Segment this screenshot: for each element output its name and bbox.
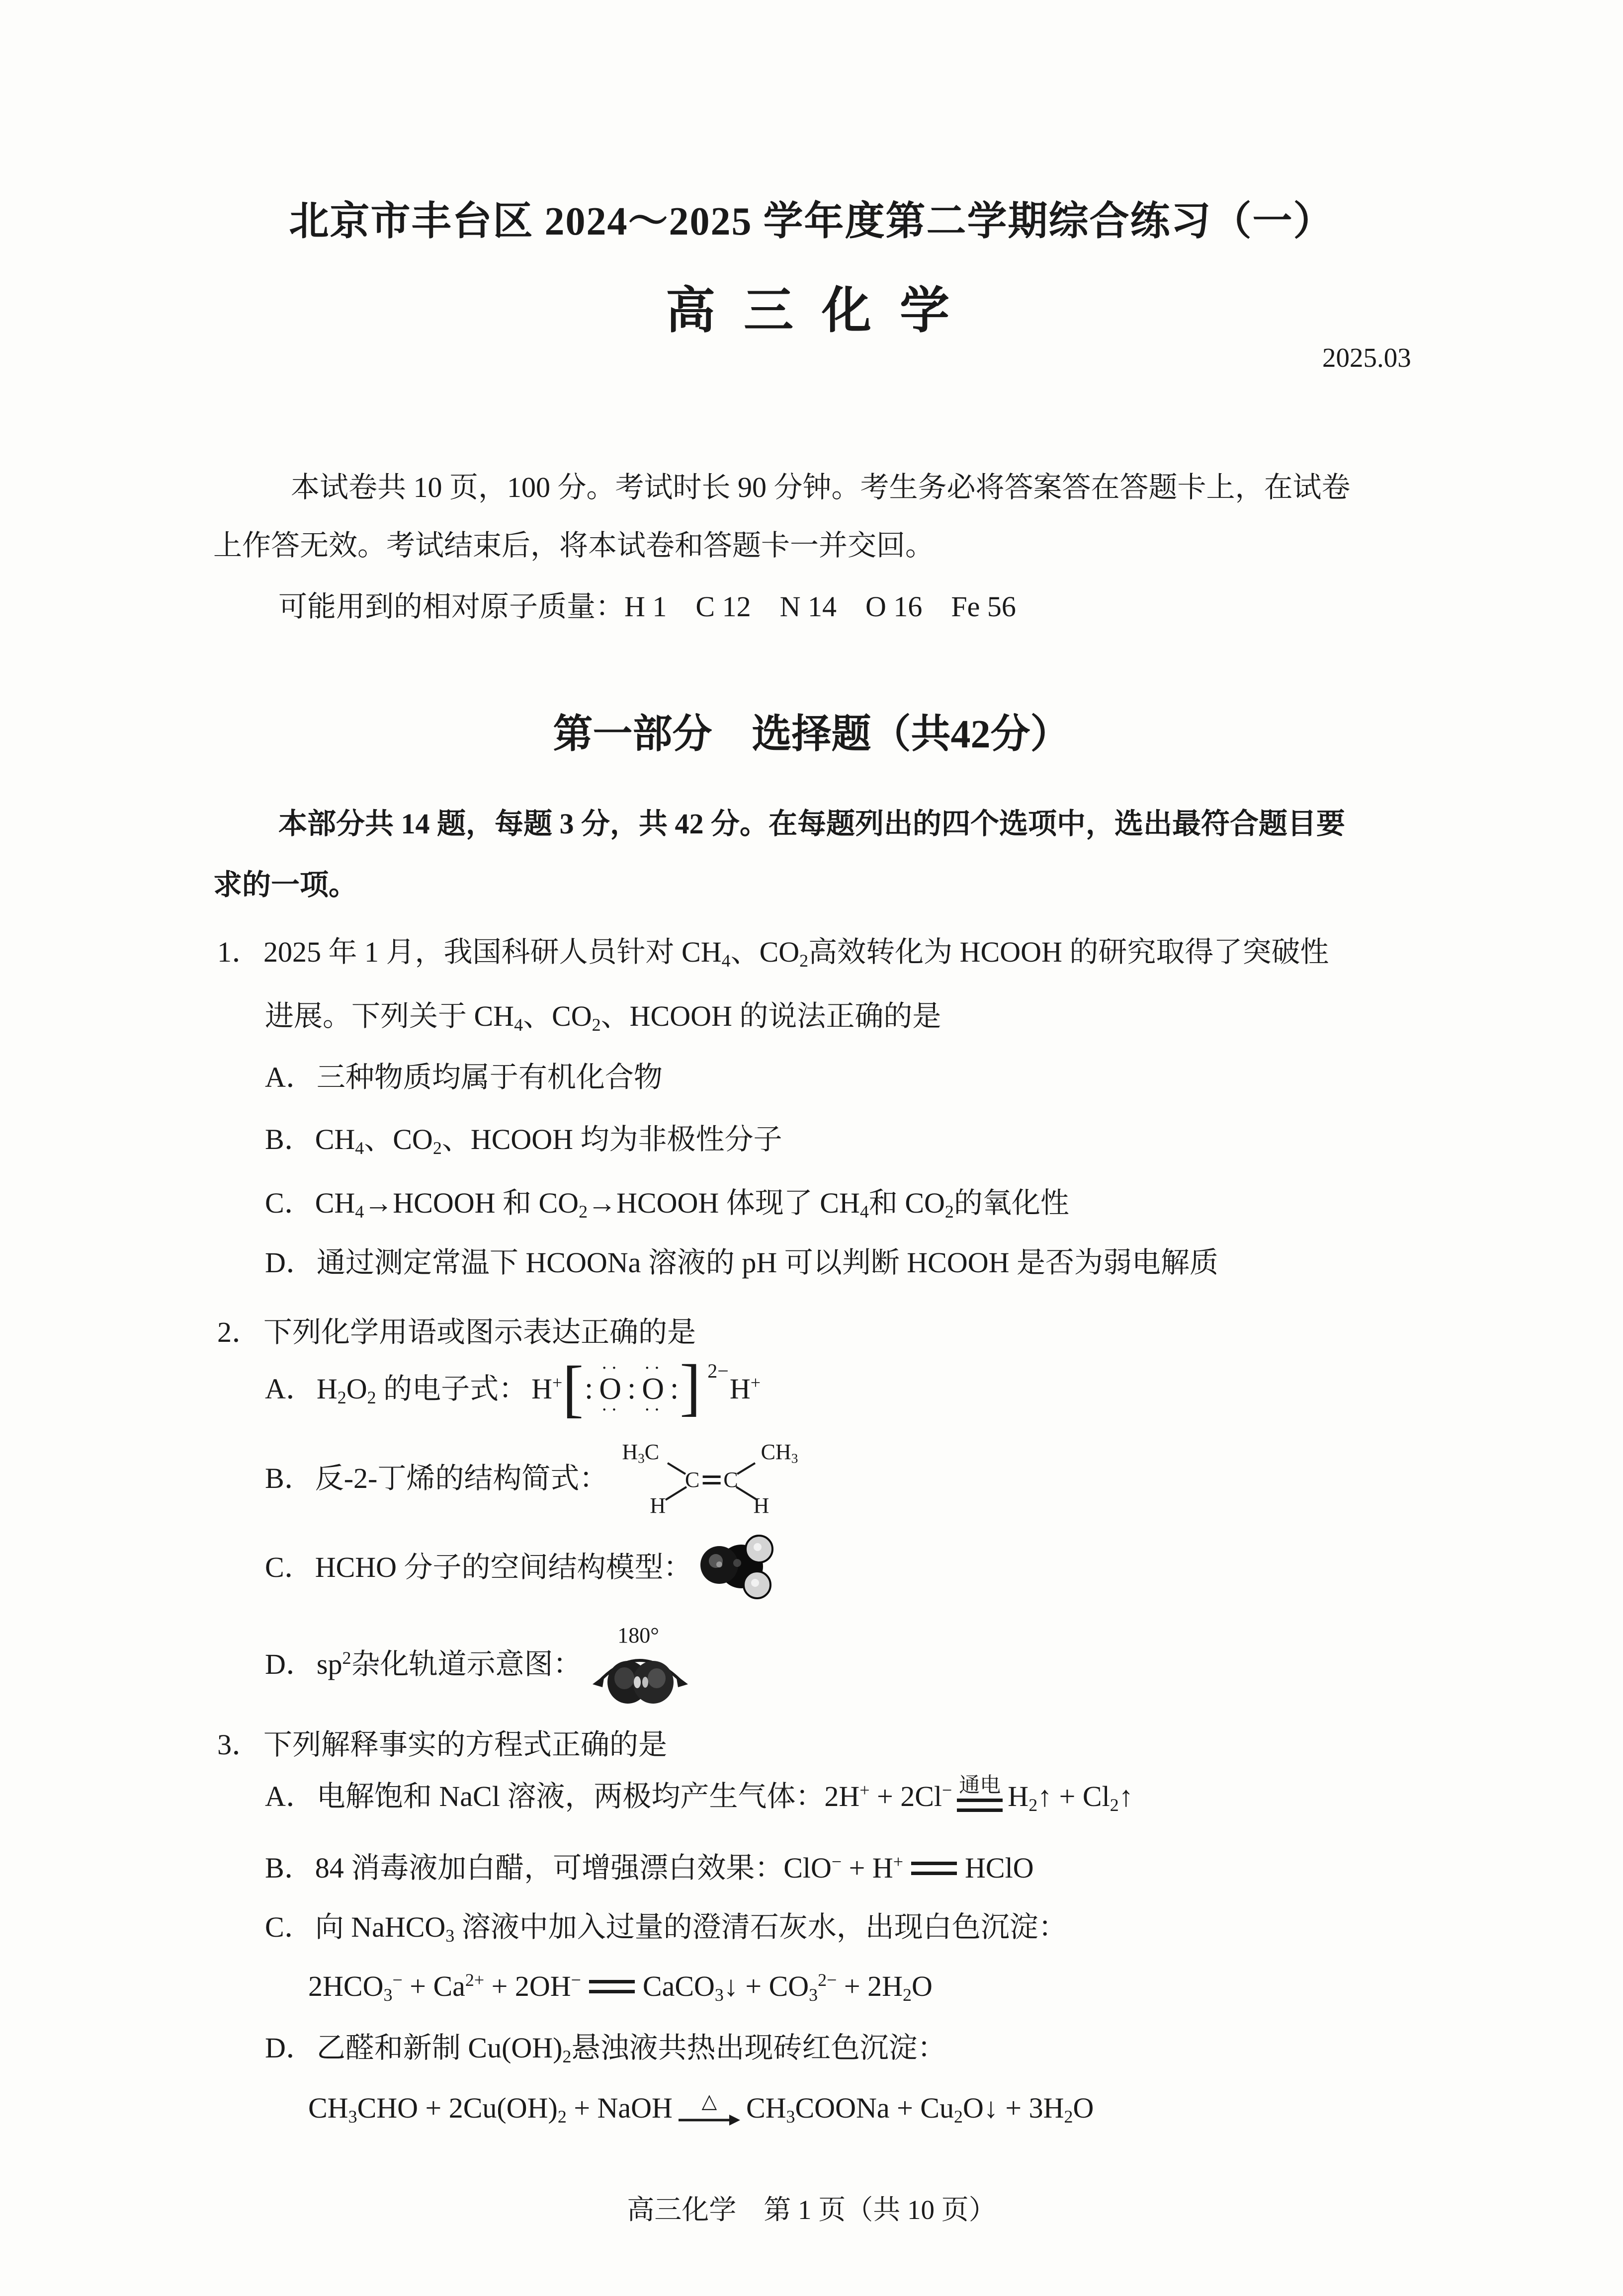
double-equals-icon <box>911 1862 957 1875</box>
page-footer: 高三化学 第 1 页（共 10 页） <box>627 2195 996 2225</box>
oxygen-with-lone-pairs: ·· O ·· <box>599 1374 621 1404</box>
exam-title: 北京市丰台区 2024～2025 学年度第二学期综合练习（一） <box>289 200 1334 244</box>
q1-stem-line-2: 进展。下列关于 $CH_4$、$CO_2$、HCOOH 的说法正确的是 <box>265 1000 941 1035</box>
hcho-space-filling-model-icon <box>699 1533 774 1603</box>
q3-option-c: C．向 NaHCO$_3$ 溶液中加入过量的澄清石灰水，出现白色沉淀： <box>265 1911 1067 1946</box>
exam-date: 2025.03 <box>1322 342 1411 373</box>
equals-with-condition <box>957 1775 1003 1819</box>
q1-number: 1． <box>217 936 261 968</box>
q3-stem: 3． 下列解释事实的方程式正确的是 <box>217 1728 668 1761</box>
notice-line-1: 本试卷共 10 页，100 分。考试时长 90 分钟。考生务必将答案答在答题卡上，在试卷 <box>291 471 1351 503</box>
heat-label: △ <box>701 2089 717 2112</box>
part1-intro-line-2: 求的一项。 <box>213 869 358 901</box>
atomic-masses-line: 可能用到的相对原子质量：H 1 C 12 N 14 O 16 Fe 56 <box>278 590 1016 623</box>
q2-option-b: B． 反-2-丁烯的结构简式： $H_3C$ $CH_3$ C C H H <box>265 1440 801 1517</box>
q1-stem-text: 2025 年 1 月，我国科研人员针对 $CH_4$、$CO_2$高效转化为 HCOOH 的研究取得了突破性 <box>263 936 1329 971</box>
subject-title: 高 三 化 学 <box>666 283 957 338</box>
q2-number: 2． <box>217 1316 261 1348</box>
arrow-with-heat <box>679 2091 740 2127</box>
h2o2-electron-formula: H+ [ : ·· O ·· : ·· O ·· : ] 2− H+ <box>531 1363 761 1416</box>
sp2-orbital-diagram-icon <box>590 1623 694 1707</box>
part1-title: 第一部分 选择题（共42分） <box>553 713 1070 756</box>
oxygen-with-lone-pairs: ·· O ·· <box>642 1374 664 1404</box>
double-bond-center: C C <box>684 1467 738 1492</box>
notice-line-2: 上作答无效。考试结束后，将本试卷和答题卡一并交回。 <box>213 529 935 562</box>
q1-option-c: C．$CH_4\to HCOOH$ 和 $CO_2\to HCOOH$ 体现了 $CH_4$和 $CO_2$的氧化性 <box>265 1187 1069 1222</box>
q3-option-d-equation: $CH_3CHO + 2Cu(OH)_2$ + NaOH △ $CH_3COONa$ + $Cu_2O↓ + 3H_2O$ <box>308 2089 1094 2127</box>
q2-option-a: A． $H_2O_2$ 的电子式： H+ [ : ·· O ·· : ·· O ·· : ] 2− H+ <box>265 1359 761 1419</box>
q3-number: 3． <box>217 1728 261 1761</box>
q2-stem: 2． 下列化学用语或图示表达正确的是 <box>217 1316 696 1348</box>
double-equals-icon <box>957 1799 1003 1812</box>
q1-option-d: D．通过测定常温下 HCOONa 溶液的 pH 可以判断 HCOOH 是否为弱电解质 <box>265 1246 1218 1279</box>
q1-option-a: A．三种物质均属于有机化合物 <box>265 1061 663 1093</box>
q3-option-a: A． 电解饱和 NaCl 溶液，两极均产生气体： 2H+ + 2Cl− 通电 $H_2↑$ + $Cl_2↑$ <box>265 1763 1133 1830</box>
q1-stem-line-1 <box>217 936 1329 969</box>
double-equals-icon <box>589 1980 635 1993</box>
q3-option-d: D．乙醛和新制 $Cu(OH)_2$悬浊液共热出现砖红色沉淀： <box>265 2032 946 2067</box>
angle-label: 180° <box>617 1623 660 1647</box>
bracket-right: ] <box>680 1351 701 1422</box>
bracket-left: [ <box>562 1353 584 1424</box>
q2-option-d: D． $sp^2$杂化轨道示意图： 180° <box>265 1616 694 1713</box>
q3-option-c-equation: $2HCO_3^- + Ca^{2+} + 2OH^-$ CaCO$_3$↓ + $CO_3^{2-} + 2H_2O$ <box>308 1970 933 2005</box>
q1-option-b: B．$CH_4$、$CO_2$、HCOOH 均为非极性分子 <box>265 1123 782 1158</box>
q3-option-b: B． 84 消毒液加白醋，可增强漂白效果：ClO− + H+ HClO <box>265 1852 1034 1885</box>
condition-label: 通电 <box>959 1774 1001 1797</box>
charge-superscript: 2− <box>707 1359 729 1382</box>
part1-intro-line-1: 本部分共 14 题，每题 3 分，共 42 分。在每题列出的四个选项中，选出最符合题目要 <box>278 808 1346 840</box>
q2-option-c: C． HCHO 分子的空间结构模型： <box>265 1532 774 1604</box>
trans-2-butene-structure: $H_3C$ $CH_3$ C C H H <box>622 1441 801 1517</box>
reaction-arrow-icon <box>679 2112 740 2127</box>
double-bond-icon <box>702 1476 720 1484</box>
